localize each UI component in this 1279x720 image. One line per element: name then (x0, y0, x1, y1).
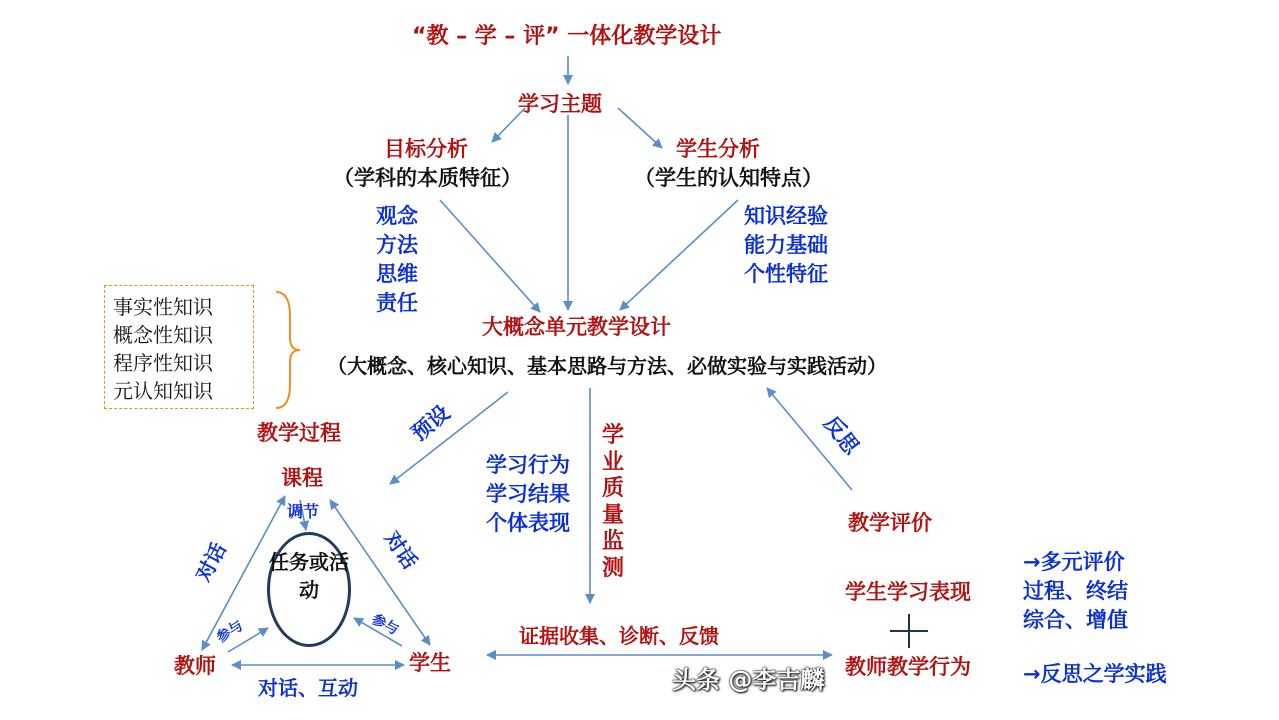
learning-items (486, 451, 570, 538)
teacher-node: 教师 (174, 654, 216, 678)
goal-analysis-title: 目标分析 (384, 137, 468, 161)
goal-item: 方法 (376, 233, 418, 257)
student-analysis-subtitle: （学生的认知特点） (634, 166, 823, 190)
student-item: 知识经验 (744, 204, 828, 228)
evaluation-title: 教学评价 (848, 511, 932, 535)
goal-items (376, 202, 418, 318)
student-item: 能力基础 (744, 233, 828, 257)
comprehensive-value: 综合、增值 (1023, 608, 1128, 632)
participate-left-label: 参与 (213, 617, 247, 647)
arrow-theme-to-student (618, 108, 662, 148)
big-concept-title: 大概念单元教学设计 (482, 315, 671, 339)
arrow-goal-to-bigconcept (440, 200, 540, 312)
process-final: 过程、终结 (1023, 579, 1128, 603)
knowledge-type: 元认知知识 (113, 379, 213, 403)
goal-item: 观念 (376, 204, 418, 228)
big-concept-subtitle: （大概念、核心知识、基本思路与方法、必做实验与实践活动） (327, 354, 887, 378)
dialogue-left-label: 对话 (191, 538, 231, 586)
teaching-process-title: 教学过程 (257, 421, 341, 445)
learning-item: 学习结果 (486, 482, 570, 506)
student-analysis-title: 学生分析 (676, 137, 760, 161)
knowledge-type: 事实性知识 (113, 295, 213, 319)
preset-label: 预设 (406, 400, 455, 446)
brace-icon (276, 292, 300, 408)
student-item: 个性特征 (744, 262, 828, 286)
learning-item: 学习行为 (486, 453, 570, 477)
reflection-label: 反思 (819, 411, 864, 460)
learning-item: 个体表现 (486, 511, 570, 535)
evidence-label: 证据收集、诊断、反馈 (519, 624, 719, 648)
knowledge-types-list (113, 293, 213, 405)
knowledge-type: 程序性知识 (113, 351, 213, 375)
diagram-title: “教 – 学 – 评” 一体化教学设计 (412, 24, 722, 49)
multi-evaluation: →多元评价 (1023, 550, 1125, 574)
watermark: 头条 @李吉麟 (672, 666, 825, 694)
arrow-student-to-bigconcept (620, 200, 738, 310)
student-node: 学生 (409, 651, 451, 675)
quality-monitoring-label: 学业质量监测 (601, 423, 624, 581)
goal-item: 责任 (376, 291, 418, 315)
knowledge-type: 概念性知识 (113, 323, 213, 347)
student-items (744, 202, 828, 289)
student-performance: 学生学习表现 (845, 580, 971, 604)
teacher-behavior: 教师教学行为 (845, 655, 971, 679)
goal-analysis-subtitle: （学科的本质特征） (333, 166, 522, 190)
dialogue-interact-label: 对话、互动 (258, 676, 358, 700)
dialogue-right-label: 对话 (379, 526, 423, 574)
reflection-practice: →反思之学实践 (1023, 662, 1167, 686)
regulate-label: 调节 (287, 502, 320, 521)
participate-right-label: 参与 (368, 611, 402, 639)
learning-theme: 学习主题 (518, 92, 602, 116)
course-node: 课程 (281, 466, 323, 490)
task-or-activity: 任务或活动 (269, 550, 349, 602)
goal-item: 思维 (376, 262, 418, 286)
